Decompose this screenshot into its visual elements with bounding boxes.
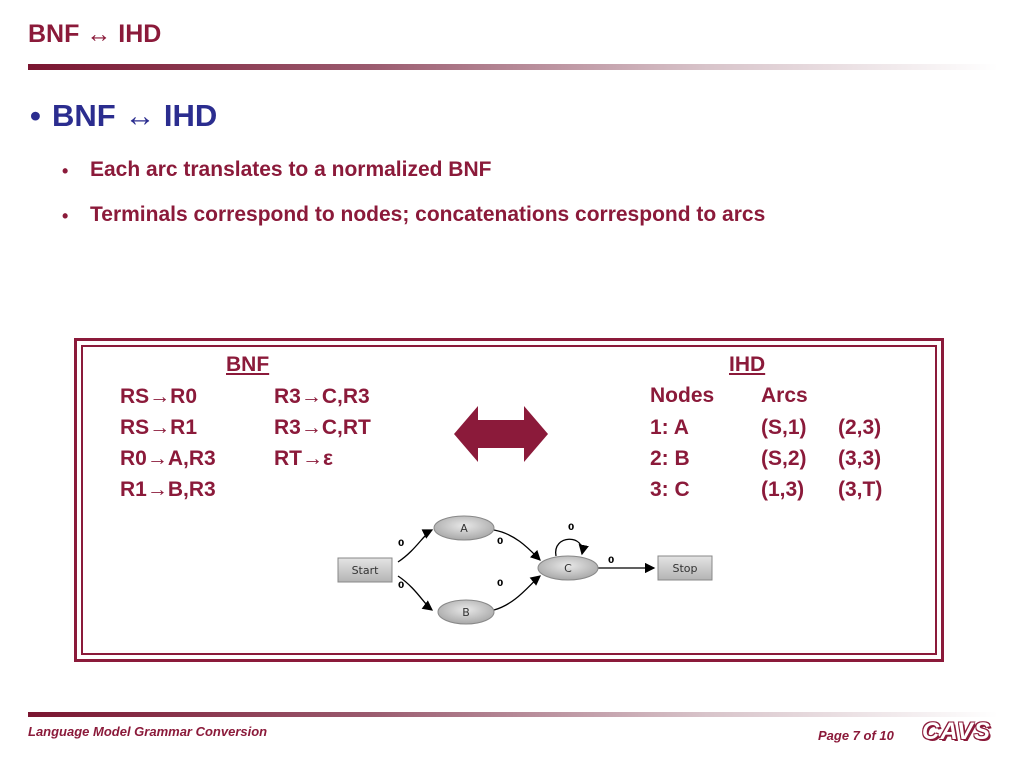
ihd-graph-diagram: [336, 512, 716, 632]
node-b-label: B: [462, 606, 470, 619]
ihd-arc: (1,3): [761, 478, 805, 501]
ihd-header: IHD: [729, 353, 766, 376]
bullet-dot: •: [30, 98, 41, 133]
start-node-label: Start: [351, 564, 379, 577]
bnf-rule: R1→B,R3: [120, 478, 216, 501]
edge-label: 0: [497, 579, 504, 589]
bnf-rule: RS→R1: [120, 416, 198, 439]
ihd-node: 1: A: [650, 416, 689, 439]
bnf-rule: R0→A,R3: [120, 447, 216, 470]
bnf-rule: RS→R0: [120, 385, 198, 408]
bnf-header: BNF: [226, 353, 270, 376]
edge-label: 0: [497, 537, 504, 547]
sub-bullet: [62, 203, 765, 229]
node-a-label: A: [460, 522, 468, 535]
page-number: Page 7 of 10: [818, 728, 894, 743]
ihd-col-nodes: Nodes: [650, 384, 715, 407]
main-bullet: [30, 98, 217, 134]
slide-title: BNF ↔ IHD: [28, 20, 162, 48]
footer-title: Language Model Grammar Conversion: [28, 724, 268, 739]
node-c-label: C: [564, 562, 572, 575]
ihd-node: 2: B: [650, 447, 690, 470]
bnf-rule: R3→C,R3: [274, 385, 370, 408]
title-divider: [28, 64, 998, 70]
sub-bullet-text: Each arc translates to a normalized BNF: [90, 158, 492, 181]
ihd-arc: (S,2): [761, 447, 807, 470]
footer-divider: [28, 712, 998, 717]
bnf-rule: RT→ε: [274, 447, 333, 470]
edge-c-self-loop: [556, 539, 583, 556]
edge-label: 0: [398, 581, 405, 591]
edge-label: 0: [568, 523, 575, 533]
main-bullet-text: BNF ↔ IHD: [52, 98, 218, 133]
ihd-node: 3: C: [650, 478, 690, 501]
bullet-dot: •: [62, 161, 69, 181]
sub-bullet-text: Terminals correspond to nodes; concatenations correspond to arcs: [90, 203, 766, 226]
bnf-rule: R3→C,RT: [274, 416, 371, 439]
ihd-arc: (S,1): [761, 416, 807, 439]
bullet-dot: •: [62, 206, 69, 226]
cavs-logo: CAVS: [922, 718, 991, 745]
double-arrow-icon: [454, 406, 548, 462]
edge-label: 0: [398, 539, 405, 549]
ihd-arc: (3,3): [838, 447, 882, 470]
ihd-col-arcs: Arcs: [761, 384, 808, 407]
sub-bullet: [62, 158, 491, 184]
edge-label: 0: [608, 556, 615, 566]
ihd-arc: (3,T): [838, 478, 883, 501]
ihd-arc: (2,3): [838, 416, 882, 439]
stop-node-label: Stop: [672, 562, 698, 575]
